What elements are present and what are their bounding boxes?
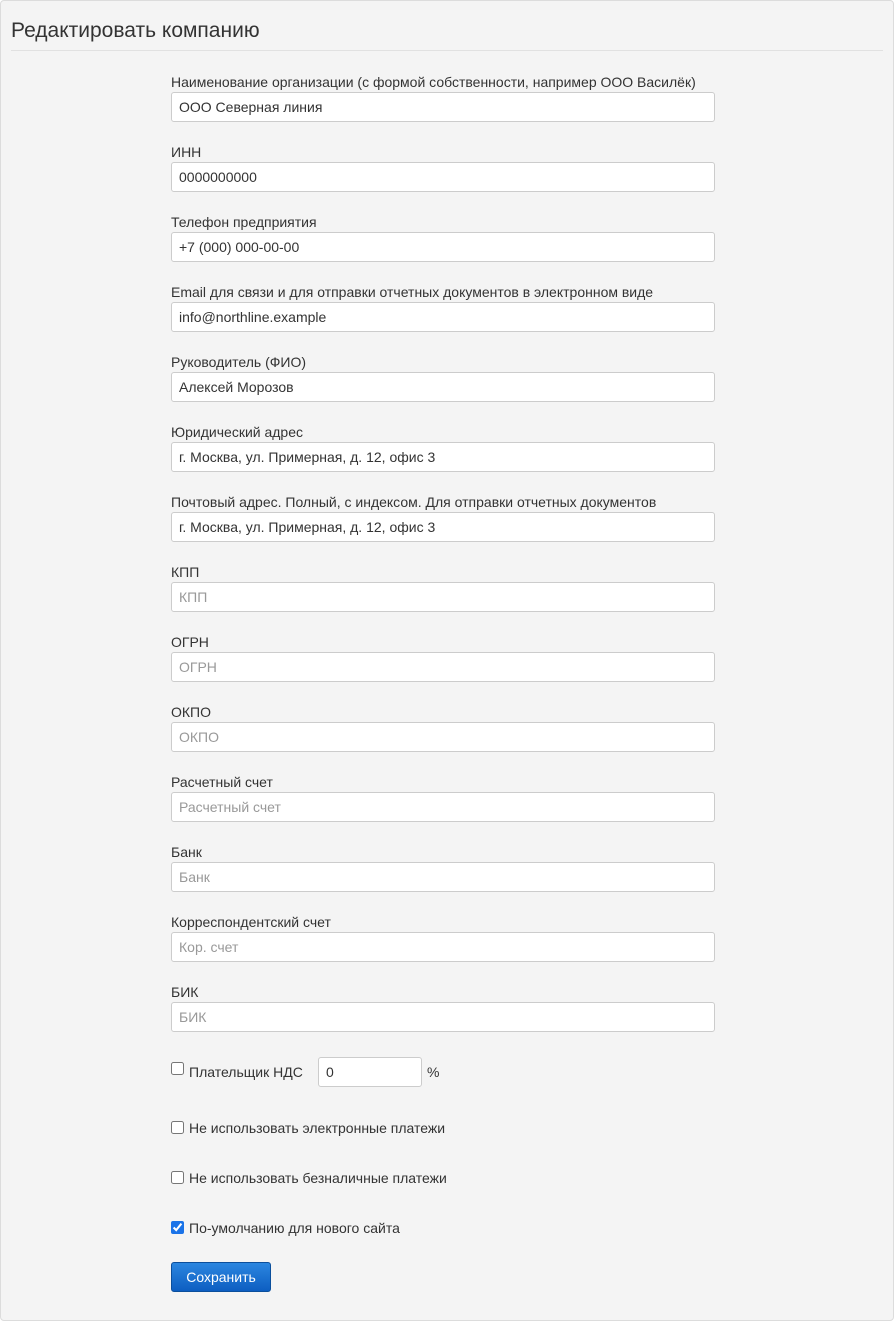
field-correspondent-account: [171, 913, 715, 983]
field-legal-address: [171, 423, 715, 493]
field-ogrn: [171, 633, 715, 703]
company-form: [171, 73, 715, 1053]
field-director: [171, 353, 715, 423]
field-organization-name: [171, 73, 715, 143]
field-bik: [171, 983, 715, 1053]
option-row-default-site: [171, 1213, 715, 1263]
field-inn: [171, 143, 715, 213]
postal-address-input[interactable]: [171, 512, 715, 542]
organization-name-input[interactable]: [171, 92, 715, 122]
legal-address-label: Юридический адрес: [171, 424, 304, 440]
correspondent-account-input[interactable]: [171, 932, 715, 962]
email-input[interactable]: [171, 302, 715, 332]
option-row-no-electronic: [171, 1113, 715, 1163]
field-phone: [171, 213, 715, 283]
no-electronic-payments-label[interactable]: Не использовать электронные платежи: [189, 1120, 446, 1136]
default-for-new-site-label[interactable]: По-умолчанию для нового сайта: [189, 1220, 400, 1236]
vat-row: [171, 1057, 715, 1113]
legal-address-input[interactable]: [171, 442, 715, 472]
kpp-label: КПП: [171, 564, 200, 580]
no-cashless-payments-label[interactable]: Не использовать безналичные платежи: [189, 1170, 447, 1186]
email-label: Email для связи и для отправки отчетных документов в электронном виде: [171, 284, 654, 300]
save-button[interactable]: Сохранить: [171, 1262, 271, 1292]
director-input[interactable]: [171, 372, 715, 402]
vat-percent-unit: %: [427, 1064, 440, 1080]
page-title: Редактировать компанию: [11, 19, 260, 42]
okpo-input[interactable]: [171, 722, 715, 752]
no-cashless-payments-checkbox[interactable]: [171, 1171, 184, 1184]
phone-label: Телефон предприятия: [171, 214, 317, 230]
bik-label: БИК: [171, 984, 199, 1000]
vat-payer-label[interactable]: Плательщик НДС: [189, 1064, 303, 1080]
field-okpo: [171, 703, 715, 773]
phone-input[interactable]: [171, 232, 715, 262]
settlement-account-input[interactable]: [171, 792, 715, 822]
okpo-label: ОКПО: [171, 704, 211, 720]
bank-label: Банк: [171, 844, 202, 860]
no-electronic-payments-checkbox[interactable]: [171, 1121, 184, 1134]
postal-address-label: Почтовый адрес. Полный, с индексом. Для отправки отчетных документов: [171, 494, 657, 510]
ogrn-input[interactable]: [171, 652, 715, 682]
field-kpp: [171, 563, 715, 633]
bank-input[interactable]: [171, 862, 715, 892]
settlement-account-label: Расчетный счет: [171, 774, 273, 790]
inn-label: ИНН: [171, 144, 202, 160]
organization-name-label: Наименование организации (с формой собственности, например ООО Василёк): [171, 74, 696, 90]
vat-payer-checkbox[interactable]: [171, 1062, 184, 1075]
option-row-no-cashless: [171, 1163, 715, 1213]
field-bank: [171, 843, 715, 913]
field-postal-address: [171, 493, 715, 563]
correspondent-account-label: Корреспондентский счет: [171, 914, 331, 930]
director-label: Руководитель (ФИО): [171, 354, 307, 370]
options-group: [171, 1057, 715, 1263]
field-settlement-account: [171, 773, 715, 843]
vat-rate-input[interactable]: [318, 1057, 422, 1087]
ogrn-label: ОГРН: [171, 634, 209, 650]
inn-input[interactable]: [171, 162, 715, 192]
title-divider: [11, 50, 883, 51]
bik-input[interactable]: [171, 1002, 715, 1032]
field-email: [171, 283, 715, 353]
default-for-new-site-checkbox[interactable]: [171, 1221, 184, 1234]
kpp-input[interactable]: [171, 582, 715, 612]
